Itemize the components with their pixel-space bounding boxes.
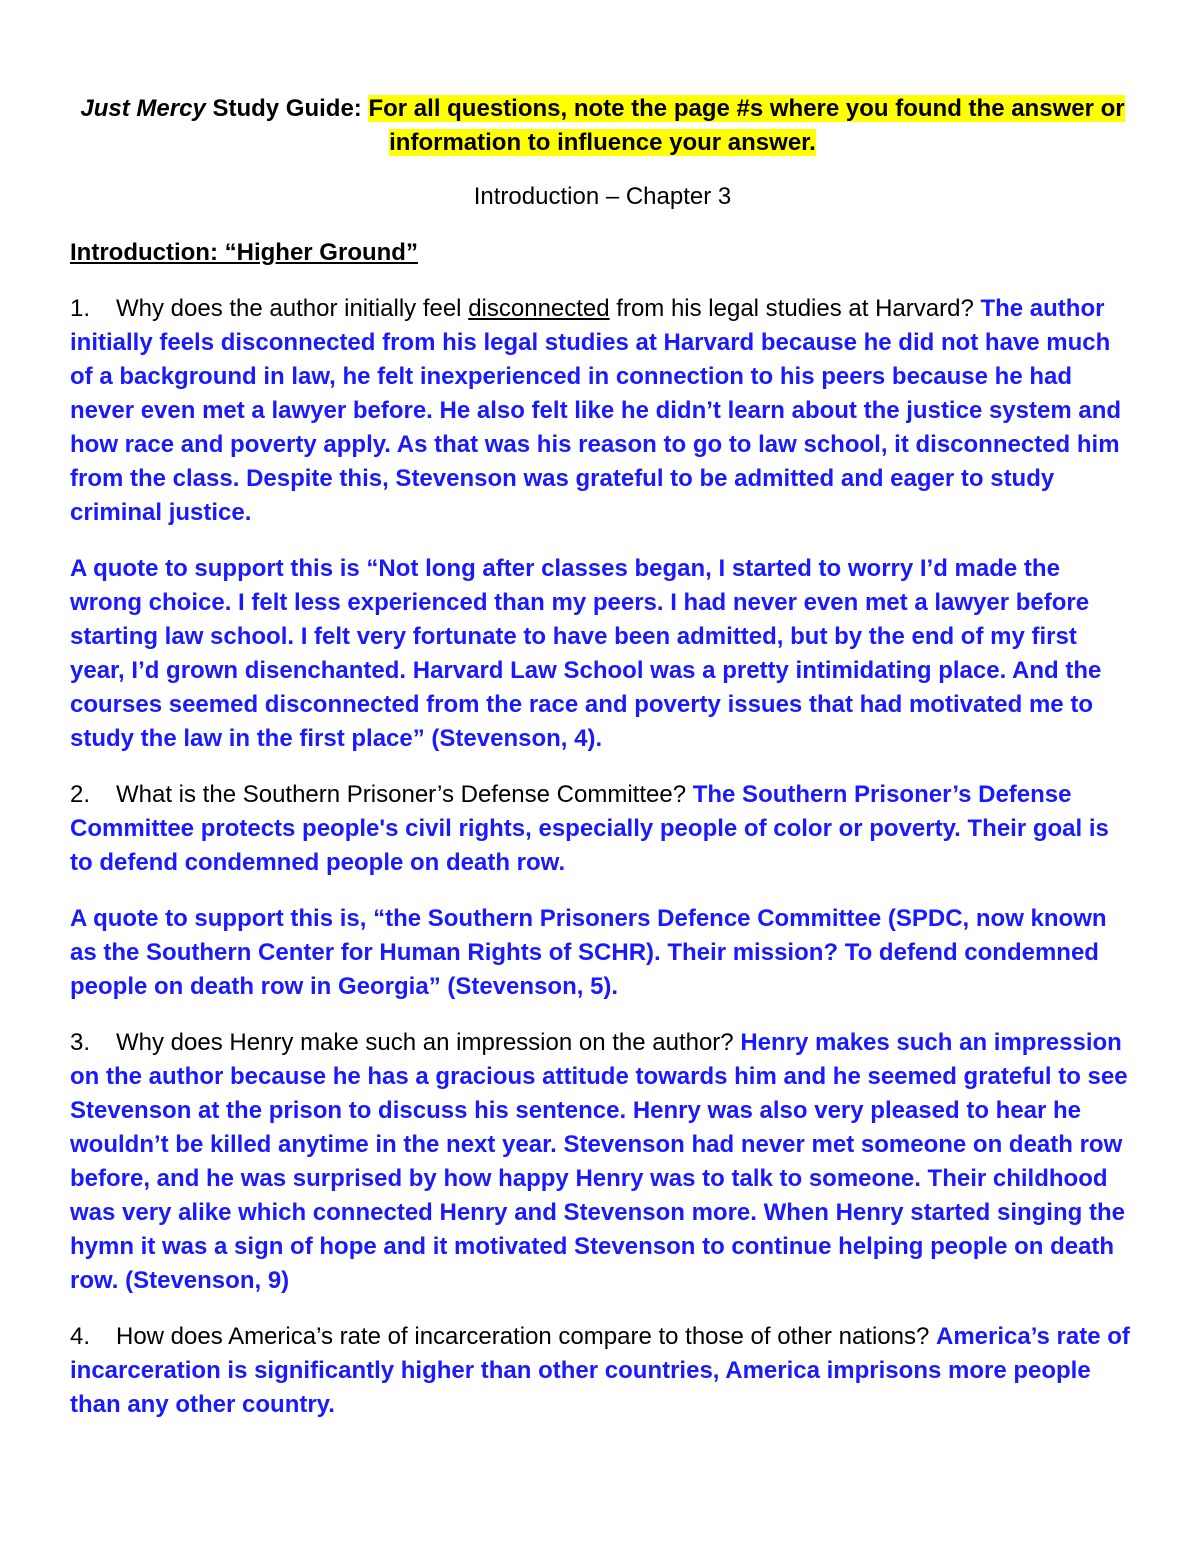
question-number: 3. bbox=[70, 1029, 91, 1056]
chapter-range-subtitle: Introduction – Chapter 3 bbox=[473, 183, 732, 210]
question-4 bbox=[70, 1320, 1135, 1422]
question-prompt: Why does Henry make such an impression on the author? bbox=[116, 1029, 741, 1056]
underlined-word: disconnected bbox=[468, 295, 610, 322]
guide-label: Study Guide: bbox=[205, 95, 369, 122]
section-heading: Introduction: “Higher Ground” bbox=[70, 239, 418, 266]
answer-text: Henry makes such an impression on the author because he has a gracious attitude towards him and he seemed grateful to see Stevenson at the prison to discuss his sentence. Henry was also very pleased to hear he wouldn’t be killed anytime in the next year. Stevenson had never met someone on death row before, and he was surprised by how happy Henry was to talk to someone. Their childhood was very alike which connected Henry and Stevenson more. When Henry started singing the hymn it was a sign of hope and it motivated Stevenson to continue helping people on death row. (Stevenson, 9) bbox=[70, 1029, 1128, 1294]
supporting-quote-2: A quote to support this is, “the Southern Prisoners Defence Committee (SPDC, now known as the Southern Center for Human Rights of SCHR). Their mission? To defend condemned people on death row in Georgia” (Stevenson, 5). bbox=[70, 905, 1107, 1000]
question-prompt: How does America’s rate of incarceration compare to those of other nations? bbox=[116, 1323, 936, 1350]
question-prompt: What is the Southern Prisoner’s Defense Committee? bbox=[116, 781, 693, 808]
question-3 bbox=[70, 1026, 1135, 1298]
question-number: 4. bbox=[70, 1323, 91, 1350]
document-page bbox=[70, 92, 1135, 1422]
question-2 bbox=[70, 778, 1135, 880]
supporting-quote-1: A quote to support this is “Not long after classes began, I started to worry I’d made the wrong choice. I felt less experienced than my peers. I had never even met a lawyer before starting law school. I felt very fortunate to have been admitted, but by the end of my first year, I’d grown disenchanted. Harvard Law School was a pretty intimidating place. And the courses seemed disconnected from the race and poverty issues that had motivated me to study the law in the first place” (Stevenson, 4). bbox=[70, 555, 1102, 752]
document-title bbox=[70, 92, 1135, 160]
answer-text: The Southern Prisoner’s Defense Committee protects people's civil rights, especially people of color or poverty. Their goal is to defend condemned people on death row. bbox=[70, 781, 1109, 876]
question-prompt-end: from his legal studies at Harvard? bbox=[609, 295, 981, 322]
book-title: Just Mercy bbox=[80, 95, 206, 122]
question-prompt: Why does the author initially feel bbox=[116, 295, 469, 322]
question-1 bbox=[70, 292, 1135, 530]
question-number: 1. bbox=[70, 295, 91, 322]
answer-text: America’s rate of incarceration is significantly higher than other countries, America imprisons more people than any other country. bbox=[70, 1323, 1130, 1418]
answer-text: The author initially feels disconnected from his legal studies at Harvard because he did not have much of a background in law, he felt inexperienced in connection to his peers because he had never even met a lawyer before. He also felt like he didn’t learn about the justice system and how race and poverty apply. As that was his reason to go to law school, it disconnected him from the class. Despite this, Stevenson was grateful to be admitted and eager to study criminal justice. bbox=[70, 295, 1122, 526]
highlighted-instruction: For all questions, note the page #s where you found the answer or information to influence your answer. bbox=[368, 95, 1125, 156]
question-number: 2. bbox=[70, 781, 91, 808]
